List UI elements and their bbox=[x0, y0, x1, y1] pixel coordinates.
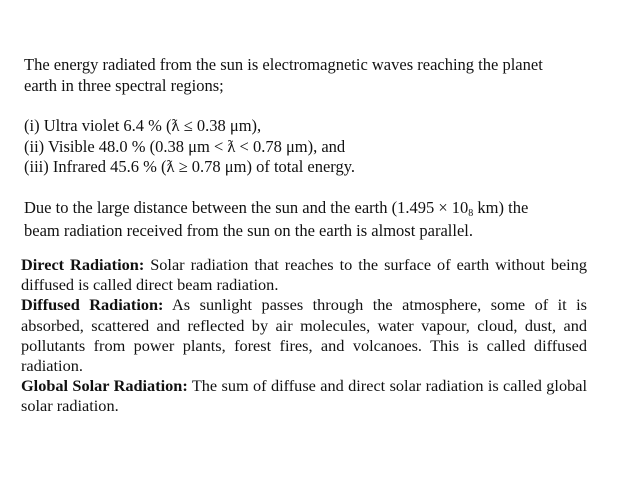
spacer bbox=[24, 96, 594, 116]
intro-line-2: earth in three spectral regions; bbox=[24, 75, 224, 95]
definitions-block bbox=[21, 255, 587, 417]
spacer bbox=[24, 178, 594, 198]
region-infrared: (iii) Infrared 45.6 % (ƛ ≥ 0.78 μm) of total energy. bbox=[24, 157, 356, 176]
term-diffused-radiation: Diffused Radiation: bbox=[21, 295, 164, 315]
term-direct-radiation: Direct Radiation: bbox=[21, 255, 145, 274]
term-global-solar-radiation: Global Solar Radiation: bbox=[21, 376, 188, 396]
definition-global-text: The sum of diffuse and direct solar radiation is called global solar radiation. bbox=[21, 376, 587, 416]
distance-line-1 bbox=[24, 198, 594, 222]
distance-line-1-pre: Due to the large distance between the sun and the earth (1.495 × 10 bbox=[24, 197, 469, 217]
region-visible: (ii) Visible 48.0 % (0.38 μm < ƛ < 0.78 μm), and bbox=[24, 136, 346, 156]
distance-line-1-post: km) the bbox=[473, 197, 529, 217]
definition-direct-text: Solar radiation that reaches to the surface of earth without being diffused is called direct beam radiation. bbox=[21, 255, 587, 295]
intro-line-1: The energy radiated from the sun is electromagnetic waves reaching the planet bbox=[24, 55, 543, 74]
distance-line-2: beam radiation received from the sun on the earth is almost parallel. bbox=[24, 221, 474, 240]
definition-direct-radiation bbox=[21, 255, 587, 295]
region-ultraviolet: (i) Ultra violet 6.4 % (ƛ ≤ 0.38 μm), bbox=[24, 116, 262, 135]
definition-global-solar-radiation bbox=[21, 376, 587, 416]
definition-diffused-radiation bbox=[21, 295, 587, 376]
distance-exponent: 8 bbox=[468, 207, 474, 219]
definition-diffused-text: As sunlight passes through the atmosphere, some of it is absorbed, scattered and reflected by air molecules, water vapour, cloud, dust, and pollutants from power plants, forest fires, and volcanoes. This is called diffused radiation. bbox=[21, 295, 587, 376]
intro-text-block bbox=[24, 55, 594, 242]
